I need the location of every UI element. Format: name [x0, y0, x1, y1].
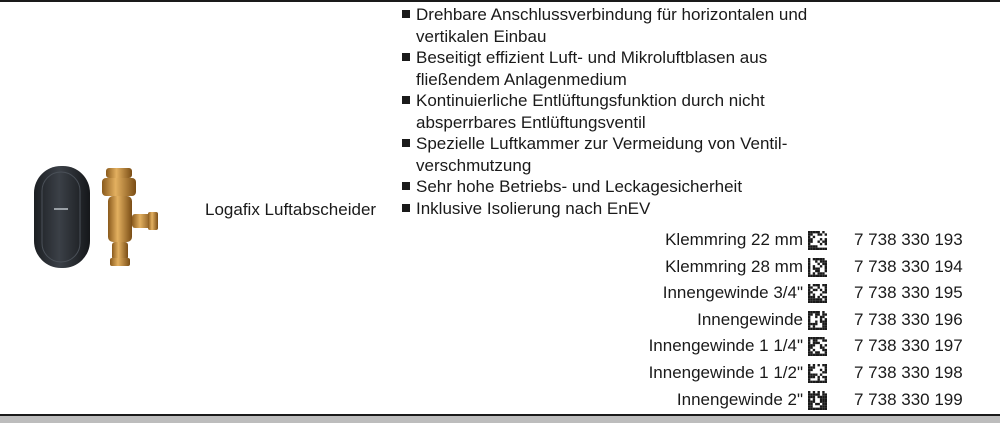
variant-label: Innengewinde 1 1/4"	[648, 336, 803, 356]
bottom-band	[0, 416, 1000, 423]
datamatrix-icon[interactable]	[808, 284, 827, 303]
order-number: 7 738 330 195	[854, 283, 963, 303]
variant-row	[560, 387, 980, 414]
datamatrix-icon[interactable]	[808, 337, 827, 356]
variant-row	[560, 307, 980, 334]
variant-row	[560, 227, 980, 254]
feature-item: Sehr hohe Betriebs- und Leckagesicherheit	[400, 176, 820, 198]
variant-row	[560, 254, 980, 281]
order-number: 7 738 330 196	[854, 309, 963, 329]
datamatrix-icon[interactable]	[808, 311, 827, 330]
air-separator-product-icon	[28, 160, 188, 272]
product-name: Logafix Luftabscheider	[205, 200, 377, 219]
datamatrix-icon[interactable]	[808, 258, 827, 277]
order-number: 7 738 330 198	[854, 362, 963, 382]
feature-item: Inklusive Isolierung nach EnEV	[400, 198, 820, 220]
order-number: 7 738 330 194	[854, 256, 963, 276]
datamatrix-icon[interactable]	[808, 364, 827, 383]
variant-label: Innengewinde 3/4"	[662, 283, 803, 303]
datamatrix-icon[interactable]	[808, 391, 827, 410]
variant-row	[560, 360, 980, 387]
feature-list	[400, 4, 820, 219]
top-rule	[0, 0, 1000, 2]
datamatrix-icon[interactable]	[808, 231, 827, 250]
order-number: 7 738 330 197	[854, 336, 963, 356]
feature-item: Kontinuierliche Entlüftungsfunktion durch nicht absperrbares Entlüftungsventil	[400, 90, 820, 133]
variant-row	[560, 333, 980, 360]
variant-label: Klemmring 22 mm	[665, 230, 803, 249]
variant-label: Innengewinde 1 1/2"	[648, 362, 803, 382]
feature-item: Spezielle Luftkammer zur Vermeidung von Ventil-verschmutzung	[400, 133, 820, 176]
order-number: 7 738 330 193	[854, 230, 963, 249]
variant-row	[560, 280, 980, 307]
variant-label: Innengewinde 2"	[676, 389, 803, 409]
variant-table	[560, 227, 980, 413]
variant-label: Klemmring 28 mm	[665, 256, 803, 276]
feature-item: Beseitigt effizient Luft- und Mikroluftblasen aus fließendem Anlagenmedium	[400, 47, 820, 90]
order-number: 7 738 330 199	[854, 389, 963, 409]
variant-label: Innengewinde	[697, 309, 803, 329]
feature-item: Drehbare Anschlussverbindung für horizontalen und vertikalen Einbau	[400, 4, 820, 47]
